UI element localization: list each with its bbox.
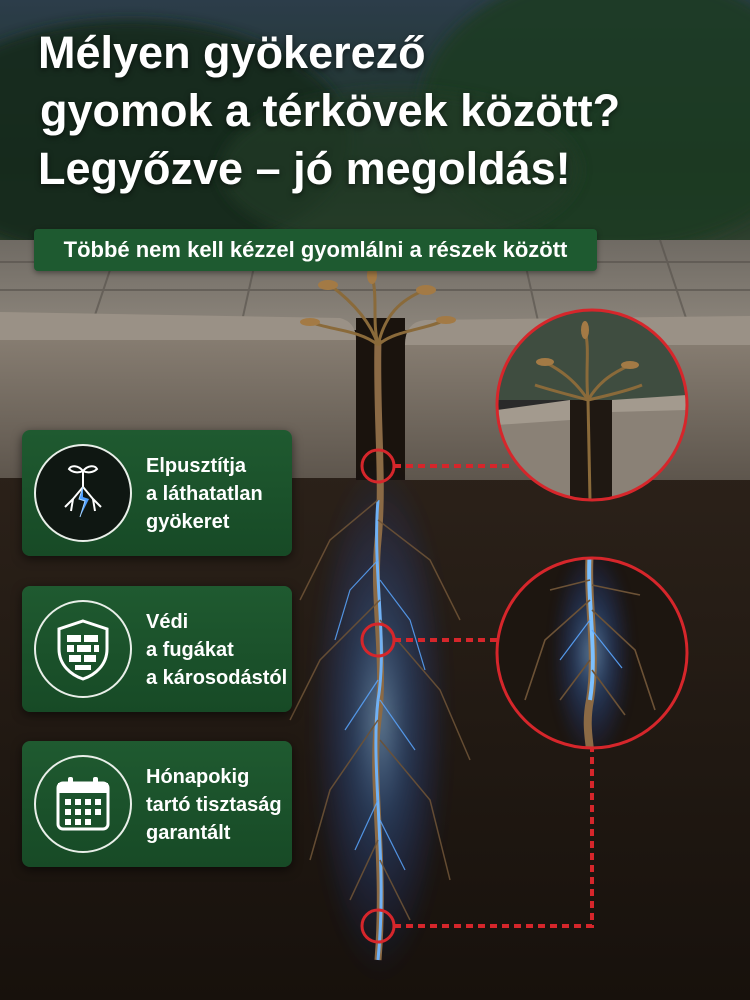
headline-line-3: Legyőzve – jó megoldás!	[38, 143, 571, 194]
calendar-icon	[34, 755, 132, 853]
headline-line-1: Mélyen gyökerező	[38, 27, 426, 78]
headline-line-2: gyomok a térkövek között?	[40, 85, 621, 136]
feature-3-line-1: Hónapokig	[146, 766, 250, 788]
feature-2-line-1: Védi	[146, 611, 189, 633]
feature-1-line-1: Elpusztítja	[146, 455, 247, 477]
feature-card-joints	[22, 586, 292, 712]
feature-text-roots	[146, 452, 286, 536]
feature-1-line-2: a láthatatlan	[146, 483, 263, 505]
feature-card-calendar	[22, 741, 292, 867]
feature-text-calendar	[146, 763, 286, 847]
subheadline-banner: Többé nem kell kézzel gyomlálni a részek között	[34, 229, 597, 271]
headline	[38, 24, 718, 198]
feature-3-line-2: tartó tisztaság	[146, 794, 282, 816]
feature-card-roots	[22, 430, 292, 556]
zoom-callout-paving	[497, 310, 687, 500]
roots-lightning-icon	[34, 444, 132, 542]
feature-3-line-3: garantált	[146, 822, 231, 844]
feature-1-line-3: gyökeret	[146, 511, 230, 533]
feature-2-line-3: a károsodástól	[146, 667, 288, 689]
brick-shield-icon	[34, 600, 132, 698]
feature-2-line-2: a fugákat	[146, 639, 234, 661]
feature-text-joints	[146, 608, 286, 692]
